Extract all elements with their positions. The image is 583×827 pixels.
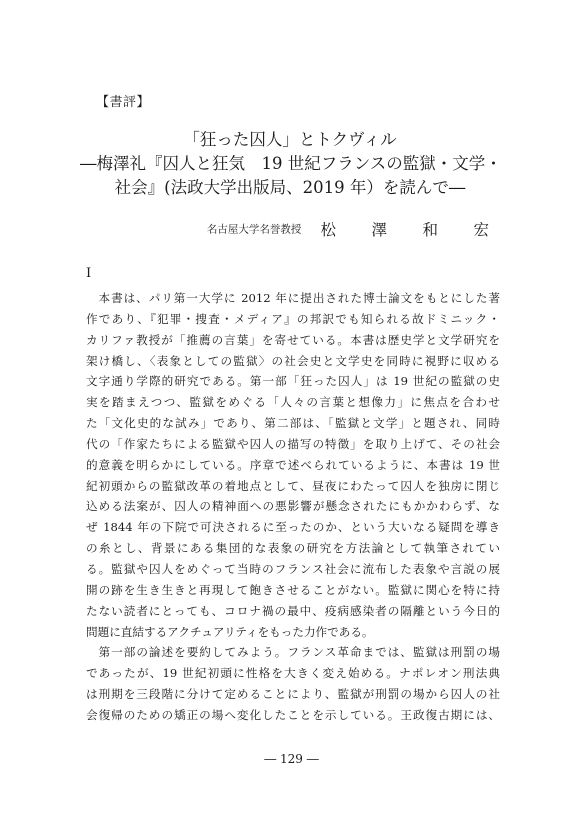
body-line: 第一部の論述を要約してみよう。フランス革命までは、監獄は刑罰の場 [86,645,500,660]
title-line: 「狂った囚人」とトクヴィル [183,130,397,149]
body-line: 実を踏まえつつ、監獄をめぐる「人々の言葉と想像力」に焦点を合わせ [86,395,500,410]
body-line: る。監獄や囚人をめぐって当時のフランス社会に流布した表象や言説の展 [86,561,500,576]
body-line: 作であり、『犯罪・捜査・メディア』の邦訳でも知られる故ドミニック・ [86,311,500,326]
section-tag: 【書評】 [96,95,151,110]
body-line: の糸とし、背景にある集団的な表象の研究を方法論として執筆されてい [86,541,500,556]
body-line: 代の「作家たちによる監獄や囚人の描写の特徴」を取り上げて、その社会 [86,436,500,451]
body-line: たない読者にとっても、コロナ禍の最中、疫病感染者の隔離という今日的 [86,603,500,618]
body-line: 文字通り学際的研究である。第一部「狂った囚人」は 19 世紀の監獄の史 [86,374,500,389]
body-line: た「文化史的な試み」であり、第二部は、「監獄と文学」と題され、同時 [86,416,500,431]
section-number: I [86,266,92,281]
body-line: は刑期を三段階に分けて定めることにより、監獄が刑罰の場から囚人の社 [86,687,500,702]
body-line: 込める法案が、囚人の精神面への悪影響が懸念されたにもかかわらず、な [86,499,500,514]
body-line: 問題に直結するアクチュアリティをもった力作である。 [86,624,374,639]
author-affiliation: 名古屋大学名誉教授 [206,223,302,236]
body-text [86,288,500,726]
body-line: ぜ 1844 年の下院で可決されるに至ったのか、という大いなる疑問を導き [86,520,500,535]
body-line: 的意義を明らかにしている。序章で述べられているように、本書は 19 世 [86,457,500,472]
body-line: 開の跡を生き生きと再現して飽きさせることがない。監獄に関心を特に持 [86,582,500,597]
body-line: 会復帰のための矯正の場へ変化したことを示している。王政復古期には、 [86,707,500,722]
author-byline [207,218,499,240]
author-name: 松 澤 和 宏 [320,221,499,239]
body-line: 本書は、パリ第一大学に 2012 年に提出された博士論文をもとにした著 [86,291,500,305]
article-title [80,128,500,200]
body-line: 紀初頭からの監獄改革の着地点として、昼夜にわたって囚人を独房に閉じ [86,478,500,493]
title-line: ―梅澤礼『囚人と狂気 19 世紀フランスの監獄・文学・ [80,154,502,173]
page-number: ― 129 ― [264,752,319,766]
title-line: 社会』(法政大学出版局、2019 年）を読んで― [114,178,466,197]
body-line: であったが、19 世紀初頭に性格を大きく変え始める。ナポレオン刑法典 [86,666,500,681]
body-line: カリファ教授が「推薦の言葉」を寄せている。本書は歴史学と文学研究を [86,332,500,347]
body-line: 架け橋し、〈表象としての監獄〉の社会史と文学史を同時に視野に収める [86,353,500,368]
